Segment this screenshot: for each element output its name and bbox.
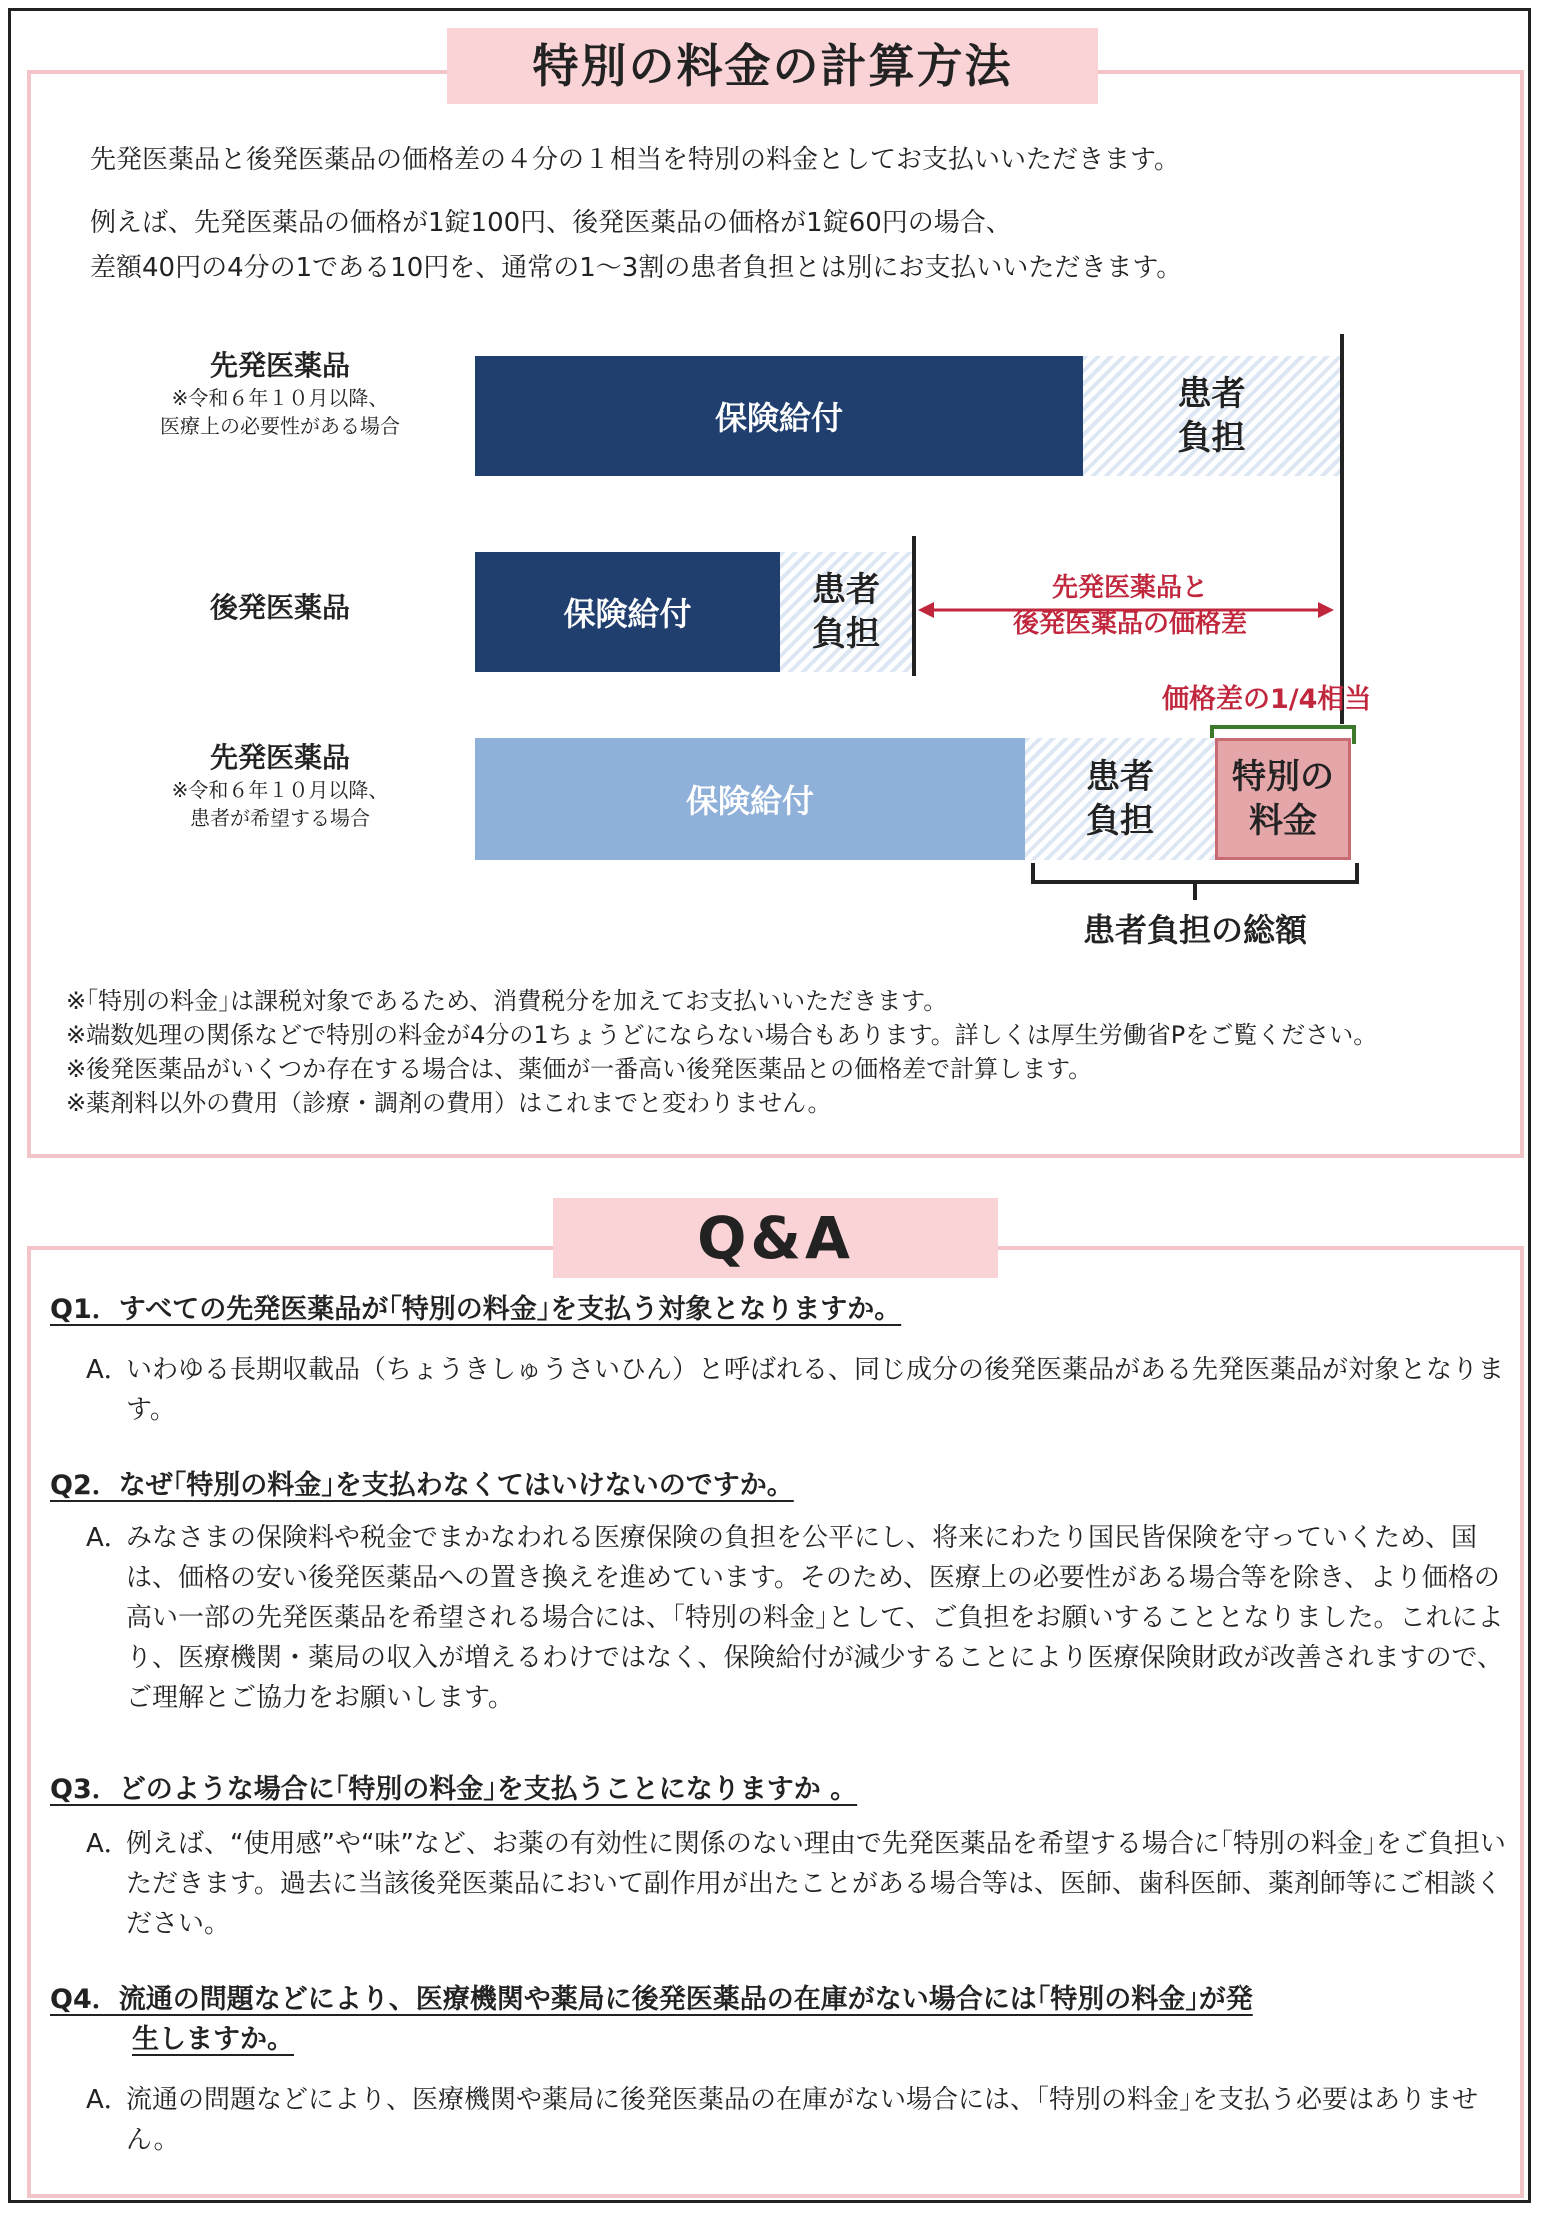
qa-title: Q&A [553, 1198, 998, 1278]
a4-label: A． [86, 2085, 130, 2115]
row2-patient-bar [780, 552, 912, 672]
notes-block [66, 984, 1377, 1120]
row2-patient-1: 患者 [812, 570, 880, 610]
q3: Q3．どのような場合に｢特別の料金｣を支払うことになりますか 。 [50, 1774, 858, 1805]
row3-patient-bar [1025, 738, 1215, 860]
a1-text: いわゆる長期収載品（ちょうきしゅうさいひん）と呼ばれる、同じ成分の後発医薬品がある先発医薬品が対象となります。 [126, 1355, 1505, 1425]
row1-patient-bar [1083, 356, 1340, 476]
q4 [50, 1980, 1253, 2060]
price-diff-line-2: 後発医薬品の価格差 [1012, 609, 1247, 639]
row1-note-1: ※令和６年１０月以降、 [171, 386, 389, 410]
row1-label: 先発医薬品 [209, 349, 350, 382]
row2-label: 後発医薬品 [209, 591, 350, 624]
intro-line-2: 例えば、先発医薬品の価格が1錠100円、後発医薬品の価格が1錠60円の場合、 [90, 208, 1012, 238]
a4 [56, 2080, 1516, 2160]
a2-text: みなさまの保険料や税金でまかなわれる医療保険の負担を公平にし、将来にわたり国民皆保険を守っていくため、国は、価格の安い後発医薬品への置き換えを進めています。そのため、医療上の必要性がある場合等を除き、より価格の高い一部の先発医薬品を希望される場合には、｢特別の料金｣として、ご負担をお願いすることとなりました。これにより、医療機関・薬局の収入が増えるわけではなく、保険給付が減少することにより医療保険財政が改善されますので、ご理解とご協力をお願いします。 [126, 1523, 1504, 1713]
row1-insurance-bar [475, 356, 1083, 476]
quarter-label: 価格差の1/4相当 [1162, 684, 1372, 715]
price-diff-label [930, 570, 1330, 642]
row1-end-line [1340, 334, 1344, 724]
q4-line-2: 生しますか。 [132, 2024, 294, 2055]
row3-label-group [110, 740, 450, 832]
a2 [56, 1518, 1516, 1718]
row3-patient-2: 負担 [1086, 801, 1154, 841]
a2-label: A． [86, 1523, 130, 1553]
a1 [56, 1350, 1516, 1430]
total-bracket [1030, 860, 1360, 902]
row1-note-2: 医療上の必要性がある場合 [160, 414, 400, 438]
total-label: 患者負担の総額 [1082, 911, 1307, 949]
special-fee-bar [1215, 738, 1351, 860]
price-diff-line-1: 先発医薬品と [1051, 573, 1208, 603]
row1-patient-1: 患者 [1177, 374, 1246, 414]
note-2: ※端数処理の関係などで特別の料金が4分の1ちょうどにならない場合もあります。詳しくは厚生労働省Pをご覧ください。 [66, 1021, 1378, 1049]
row1-insurance-label: 保険給付 [714, 399, 843, 437]
calc-title: 特別の料金の計算方法 [447, 28, 1098, 104]
row2-end-line [912, 536, 916, 676]
a1-label: A． [86, 1355, 130, 1385]
q1: Q1．すべての先発医薬品が｢特別の料金｣を支払う対象となりますか。 [50, 1294, 902, 1325]
row2-patient-2: 負担 [812, 614, 880, 654]
a3 [56, 1824, 1516, 1944]
row3-patient-1: 患者 [1086, 757, 1154, 797]
note-1: ※｢特別の料金｣は課税対象であるため、消費税分を加えてお支払いいただきます。 [66, 987, 948, 1015]
row1-patient-2: 負担 [1177, 418, 1246, 458]
intro-line-1: 先発医薬品と後発医薬品の価格差の４分の１相当を特別の料金としてお支払いいただきます。 [90, 145, 1180, 175]
intro-line-3: 差額40円の4分の1である10円を、通常の1～3割の患者負担とは別にお支払いいただきます。 [90, 253, 1183, 283]
q4-line-1: Q4．流通の問題などにより、医療機関や薬局に後発医薬品の在庫がない場合には｢特別の料金｣が発 [50, 1984, 1253, 2015]
note-3: ※後発医薬品がいくつか存在する場合は、薬価が一番高い後発医薬品との価格差で計算します。 [66, 1055, 1093, 1083]
special-fee-2: 料金 [1249, 801, 1317, 841]
note-4: ※薬剤料以外の費用（診療・調剤の費用）はこれまでと変わりません。 [66, 1089, 832, 1117]
row3-label: 先発医薬品 [209, 741, 350, 774]
row2-insurance-bar [475, 552, 780, 672]
row1-label-group [110, 348, 450, 440]
special-fee-1: 特別の [1232, 757, 1334, 797]
a3-label: A． [86, 1829, 130, 1859]
row3-note-2: 患者が希望する場合 [190, 806, 370, 830]
row3-insurance-label: 保険給付 [685, 782, 814, 820]
a4-text: 流通の問題などにより、医療機関や薬局に後発医薬品の在庫がない場合には、｢特別の料金｣を支払う必要はありません。 [126, 2085, 1479, 2155]
row2-label-group [110, 590, 450, 626]
row2-insurance-label: 保険給付 [563, 595, 692, 633]
row3-note-1: ※令和６年１０月以降、 [171, 778, 389, 802]
q2: Q2．なぜ｢特別の料金｣を支払わなくてはいけないのですか。 [50, 1470, 794, 1501]
row3-insurance-bar [475, 738, 1025, 860]
a3-text: 例えば、“使用感”や“味”など、お薬の有効性に関係のない理由で先発医薬品を希望する場合に｢特別の料金｣をご負担いただきます。過去に当該後発医薬品において副作用が出たことがある場合等は、医師、歯科医師、薬剤師等にご相談ください。 [126, 1829, 1506, 1939]
